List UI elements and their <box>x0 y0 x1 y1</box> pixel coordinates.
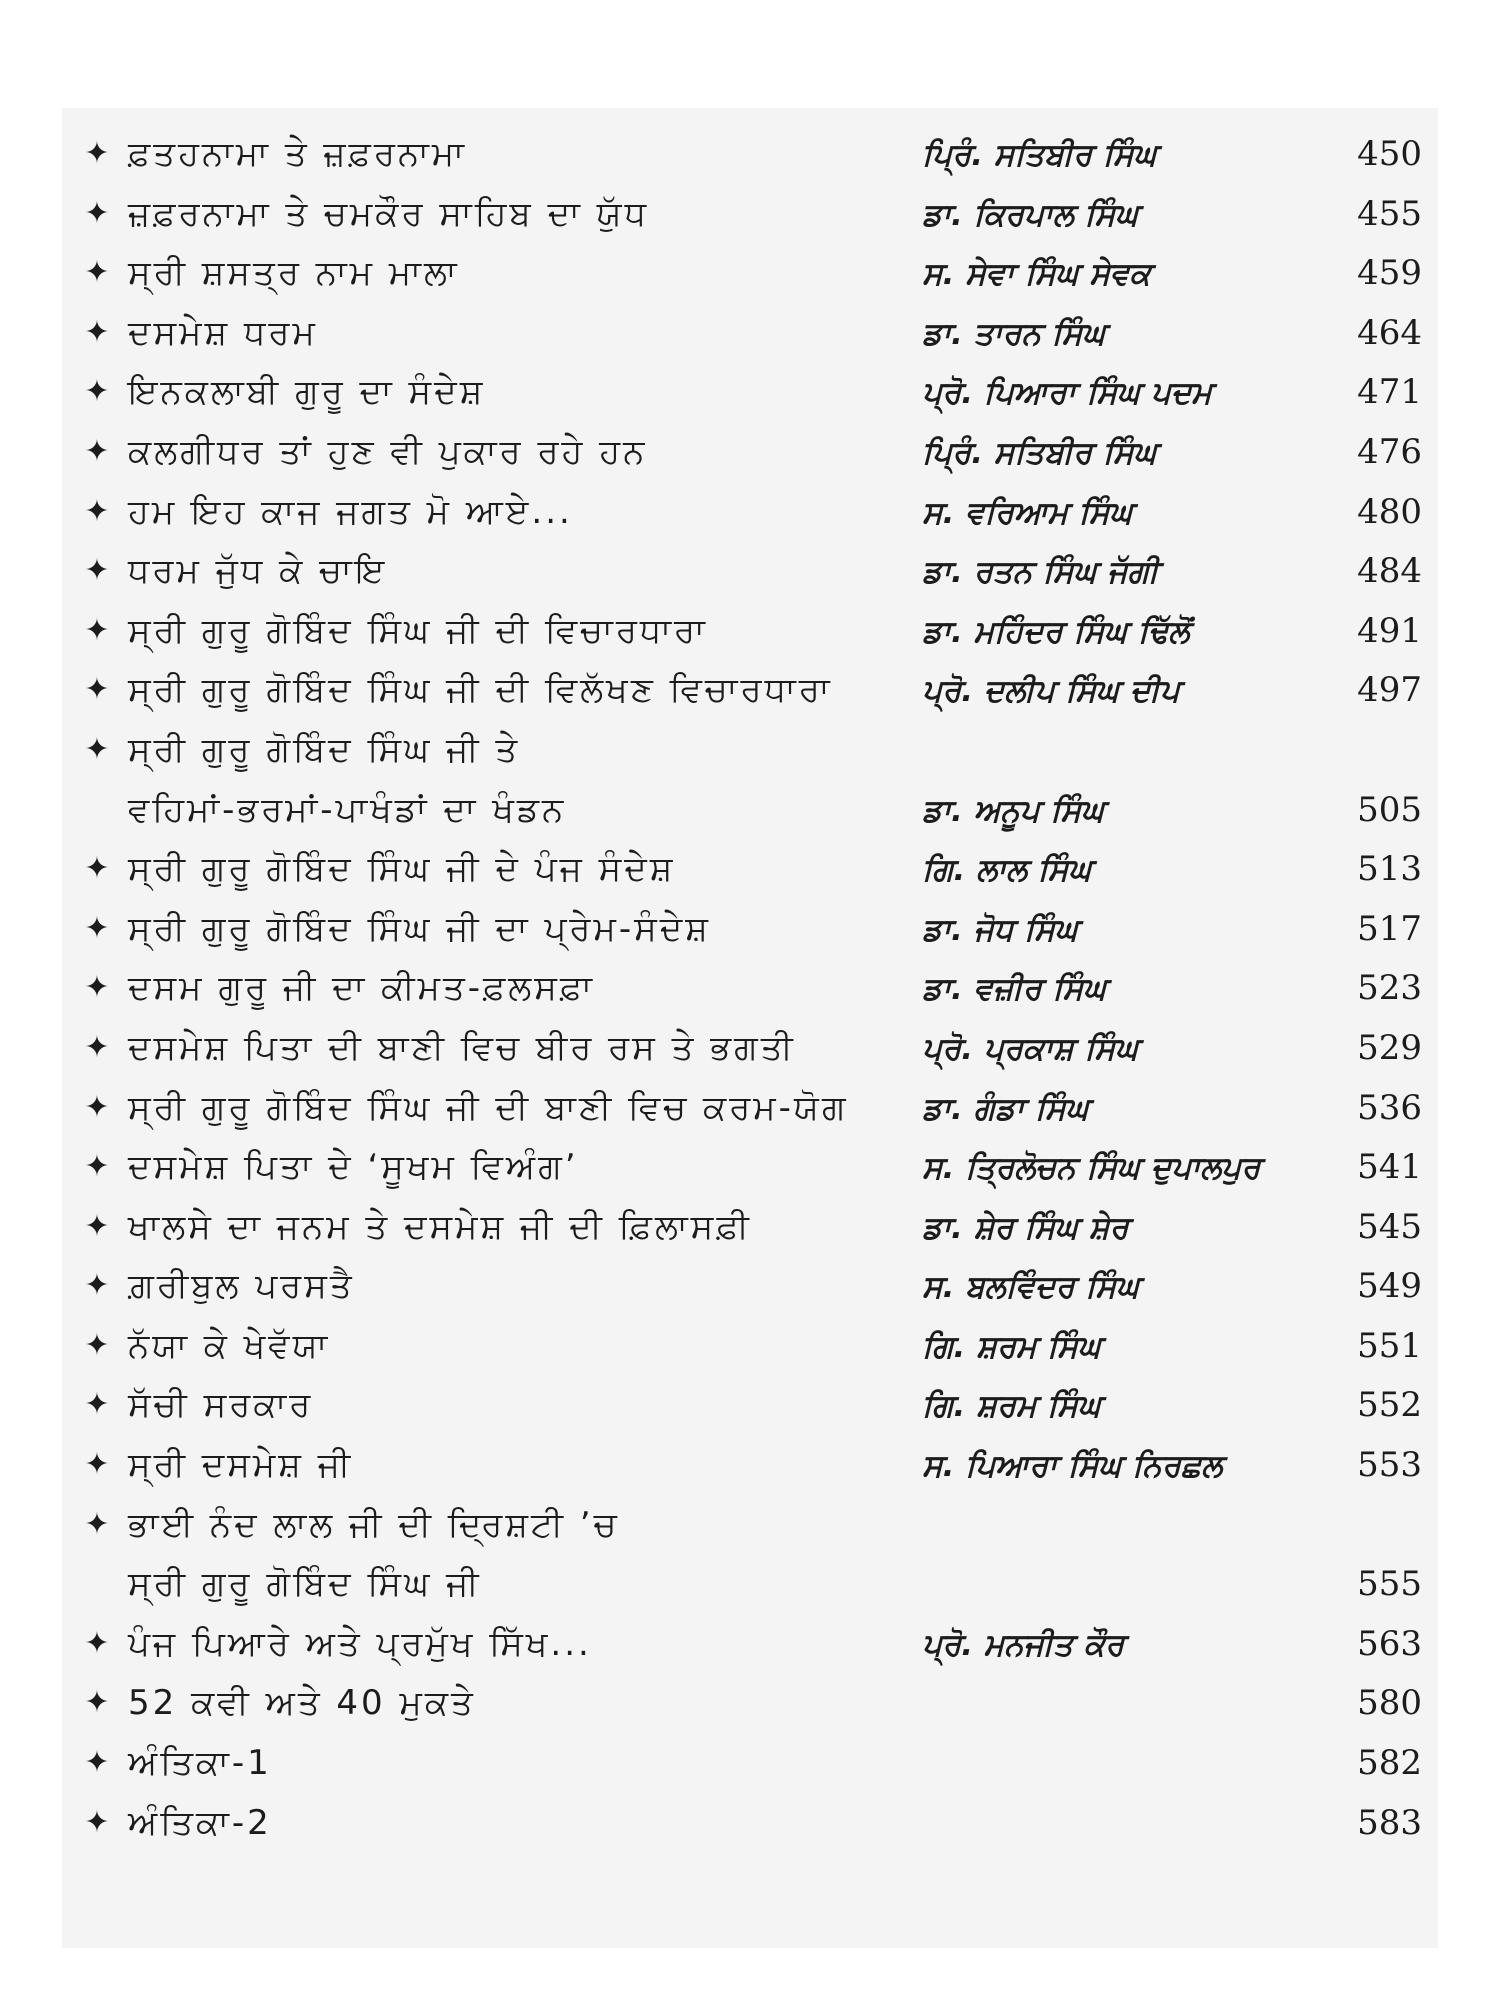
toc-author: ਸ. ਪਿਆਰਾ ਸਿੰਘ ਨਿਰਛਲ <box>922 1448 1223 1485</box>
toc-title: ਅੰਤਿਕਾ-1 <box>128 1743 272 1784</box>
bullet-icon: ✦ <box>84 910 110 946</box>
toc-row <box>82 901 1422 961</box>
toc-title: ਭਾਈ ਨੰਦ ਲਾਲ ਜੀ ਦੀ ਦ੍ਰਿਸ਼ਟੀ ’ਚ <box>128 1504 620 1545</box>
toc-author: ਡਾ. ਤਾਰਨ ਸਿੰਘ <box>922 315 1106 352</box>
toc-author: ਪ੍ਰੋ. ਪਿਆਰਾ ਸਿੰਘ ਪਦਮ <box>922 375 1212 412</box>
toc-page-number: 505 <box>1357 789 1422 830</box>
toc-author: ਸ. ਤ੍ਰਿਲੋਚਨ ਸਿੰਘ ਦੁਪਾਲਪੁਰ <box>922 1150 1261 1187</box>
toc-row <box>82 1020 1422 1080</box>
toc-page-number: 553 <box>1357 1445 1422 1486</box>
toc-page-number: 563 <box>1357 1623 1422 1664</box>
toc-title: ਅੰਤਿਕਾ-2 <box>128 1802 272 1843</box>
toc-page-number: 450 <box>1357 134 1422 174</box>
toc-author: ਡਾ. ਜੋਧ ਸਿੰਘ <box>922 911 1078 948</box>
bullet-icon: ✦ <box>84 1447 110 1483</box>
bullet-icon: ✦ <box>84 314 110 350</box>
toc-row <box>82 1139 1422 1199</box>
toc-author: ਗਿ. ਸ਼ਰਮ ਸਿੰਘ <box>922 1388 1101 1425</box>
toc-author: ਗਿ. ਸ਼ਰਮ ਸਿੰਘ <box>922 1328 1101 1365</box>
bullet-icon: ✦ <box>84 374 110 410</box>
toc-author: ਡਾ. ਸ਼ੇਰ ਸਿੰਘ ਸ਼ੇਰ <box>922 1209 1129 1246</box>
toc-title: ਖਾਲਸੇ ਦਾ ਜਨਮ ਤੇ ਦਸਮੇਸ਼ ਜੀ ਦੀ ਫ਼ਿਲਾਸਫ਼ੀ <box>128 1206 752 1247</box>
toc-title: ਸ੍ਰੀ ਗੁਰੂ ਗੋਬਿੰਦ ਸਿੰਘ ਜੀ ਦੀ ਵਿਚਾਰਧਾਰਾ <box>128 610 708 651</box>
toc-title: ਸ੍ਰੀ ਗੁਰੂ ਗੋਬਿੰਦ ਸਿੰਘ ਜੀ <box>128 1564 482 1605</box>
toc-row <box>82 1497 1422 1557</box>
toc-page-number: 551 <box>1357 1325 1422 1366</box>
toc-title: ਸ੍ਰੀ ਗੁਰੂ ਗੋਬਿੰਦ ਸਿੰਘ ਜੀ ਦਾ ਪ੍ਰੇਮ-ਸੰਦੇਸ਼ <box>128 908 711 949</box>
bullet-icon: ✦ <box>84 1506 110 1542</box>
toc-title: ਸ੍ਰੀ ਗੁਰੂ ਗੋਬਿੰਦ ਸਿੰਘ ਜੀ ਦੀ ਬਾਣੀ ਵਿਚ ਕਰਮ-ਯੋਗ <box>128 1087 849 1128</box>
toc-row <box>82 1258 1422 1318</box>
toc-row <box>82 782 1422 842</box>
toc-author: ਗਿ. ਲਾਲ ਸਿੰਘ <box>922 852 1092 889</box>
toc-author: ਸ. ਸੇਵਾ ਸਿੰਘ ਸੇਵਕ <box>922 256 1151 293</box>
toc-row <box>82 126 1422 186</box>
toc-row <box>82 603 1422 663</box>
toc-row <box>82 841 1422 901</box>
toc-page-number: 471 <box>1357 372 1422 413</box>
toc-row <box>82 1199 1422 1259</box>
bullet-icon: ✦ <box>84 255 110 291</box>
toc-page-number: 480 <box>1357 491 1422 532</box>
toc-title: ਸ੍ਰੀ ਗੁਰੂ ਗੋਬਿੰਦ ਸਿੰਘ ਜੀ ਤੇ <box>128 729 521 770</box>
toc-page-number: 459 <box>1357 253 1422 294</box>
toc-page-number: 552 <box>1357 1385 1422 1426</box>
toc-page-number: 583 <box>1357 1802 1422 1843</box>
toc-title: ਗ਼ਰੀਬੁਲ ਪਰਸਤੈ <box>128 1266 355 1307</box>
bullet-icon: ✦ <box>84 1625 110 1661</box>
toc-title: ਦਸਮੇਸ਼ ਧਰਮ <box>128 312 318 353</box>
toc-title: ਦਸਮੇਸ਼ ਪਿਤਾ ਦੇ ‘ਸੂਖਮ ਵਿਅੰਗ’ <box>128 1147 579 1188</box>
toc-row <box>82 1735 1422 1795</box>
toc-row <box>82 1080 1422 1140</box>
bullet-icon: ✦ <box>84 672 110 708</box>
toc-page-number: 549 <box>1357 1266 1422 1307</box>
toc-page-number: 513 <box>1357 849 1422 890</box>
bullet-icon: ✦ <box>84 1804 110 1840</box>
toc-row <box>82 1616 1422 1676</box>
toc-author: ਡਾ. ਗੰਡਾ ਸਿੰਘ <box>922 1090 1089 1127</box>
toc-page-number: 536 <box>1357 1087 1422 1128</box>
toc-page-number: 529 <box>1357 1027 1422 1068</box>
toc-title: 52 ਕਵੀ ਅਤੇ 40 ਮੁਕਤੇ <box>128 1683 476 1724</box>
toc-title: ਸੱਚੀ ਸਰਕਾਰ <box>128 1385 314 1426</box>
toc-row <box>82 1377 1422 1437</box>
toc-title: ਦਸਮ ਗੁਰੂ ਜੀ ਦਾ ਕੀਮਤ-ਫ਼ਲਸਫ਼ਾ <box>128 968 595 1009</box>
toc-author: ਡਾ. ਵਜ਼ੀਰ ਸਿੰਘ <box>922 971 1107 1008</box>
toc-title: ਇਨਕਲਾਬੀ ਗੁਰੂ ਦਾ ਸੰਦੇਸ਼ <box>128 372 486 413</box>
toc-page-number: 464 <box>1357 312 1422 353</box>
toc-page-number: 497 <box>1357 670 1422 711</box>
bullet-icon: ✦ <box>84 1029 110 1065</box>
toc-author: ਪ੍ਰੋ. ਮਨਜੀਤ ਕੌਰ <box>922 1626 1125 1663</box>
toc-author: ਡਾ. ਰਤਨ ਸਿੰਘ ਜੱਗੀ <box>922 554 1159 591</box>
toc-row <box>82 1675 1422 1735</box>
toc-title: ਹਮ ਇਹ ਕਾਜ ਜਗਤ ਮੋ ਆਏ... <box>128 491 573 532</box>
toc-title: ਸ੍ਰੀ ਦਸਮੇਸ਼ ਜੀ <box>128 1445 354 1486</box>
toc-row <box>82 722 1422 782</box>
toc-page-number: 491 <box>1357 610 1422 651</box>
toc-author: ਡਾ. ਕਿਰਪਾਲ ਸਿੰਘ <box>922 196 1139 233</box>
toc-page-number: 476 <box>1357 431 1422 472</box>
toc-row <box>82 1318 1422 1378</box>
bullet-icon: ✦ <box>84 493 110 529</box>
toc-author: ਸ. ਬਲਵਿੰਦਰ ਸਿੰਘ <box>922 1269 1140 1306</box>
toc-title: ਦਸਮੇਸ਼ ਪਿਤਾ ਦੀ ਬਾਣੀ ਵਿਚ ਬੀਰ ਰਸ ਤੇ ਭਗਤੀ <box>128 1027 796 1068</box>
bullet-icon: ✦ <box>84 851 110 887</box>
toc-title: ਸ੍ਰੀ ਗੁਰੂ ਗੋਬਿੰਦ ਸਿੰਘ ਜੀ ਦੇ ਪੰਜ ਸੰਦੇਸ਼ <box>128 849 676 890</box>
toc-row <box>82 364 1422 424</box>
toc-author: ਸ. ਵਰਿਆਮ ਸਿੰਘ <box>922 494 1133 531</box>
toc-title: ਨੱਯਾ ਕੇ ਖੇਵੱਯਾ <box>128 1325 331 1366</box>
bullet-icon: ✦ <box>84 970 110 1006</box>
toc-page-number: 484 <box>1357 551 1422 592</box>
bullet-icon: ✦ <box>84 195 110 231</box>
bullet-icon: ✦ <box>84 1327 110 1363</box>
toc-row <box>82 245 1422 305</box>
toc-row <box>82 424 1422 484</box>
toc-page-number: 455 <box>1357 193 1422 234</box>
toc-author: ਪ੍ਰੋ. ਦਲੀਪ ਸਿੰਘ ਦੀਪ <box>922 673 1180 710</box>
toc-title: ਧਰਮ ਜੁੱਧ ਕੇ ਚਾਇ <box>128 551 388 592</box>
bullet-icon: ✦ <box>84 612 110 648</box>
bullet-icon: ✦ <box>84 1745 110 1781</box>
toc-page-number: 545 <box>1357 1206 1422 1247</box>
toc-title: ਕਲਗੀਧਰ ਤਾਂ ਹੁਣ ਵੀ ਪੁਕਾਰ ਰਹੇ ਹਨ <box>128 431 648 472</box>
toc-row <box>82 543 1422 603</box>
bullet-icon: ✦ <box>84 136 110 171</box>
toc-title: ਸ੍ਰੀ ਸ਼ਸਤ੍ਰ ਨਾਮ ਮਾਲਾ <box>128 253 460 294</box>
toc-page-number: 580 <box>1357 1683 1422 1724</box>
toc-row <box>82 1556 1422 1616</box>
toc-row <box>82 484 1422 544</box>
toc-page-number: 582 <box>1357 1743 1422 1784</box>
toc-title: ਸ੍ਰੀ ਗੁਰੂ ਗੋਬਿੰਦ ਸਿੰਘ ਜੀ ਦੀ ਵਿਲੱਖਣ ਵਿਚਾਰਧਾਰਾ <box>128 670 833 711</box>
toc-author: ਪ੍ਰੋ. ਪ੍ਰਕਾਸ਼ ਸਿੰਘ <box>922 1030 1139 1067</box>
toc-row <box>82 960 1422 1020</box>
toc-page-number: 541 <box>1357 1147 1422 1188</box>
toc-row <box>82 1795 1422 1855</box>
toc-row <box>82 662 1422 722</box>
toc-row <box>82 1437 1422 1497</box>
toc-page-number: 517 <box>1357 908 1422 949</box>
toc-title: ਫ਼ਤਹਨਾਮਾ ਤੇ ਜ਼ਫ਼ਰਨਾਮਾ <box>128 134 468 174</box>
toc-author: ਡਾ. ਅਨੂਪ ਸਿੰਘ <box>922 792 1105 829</box>
bullet-icon: ✦ <box>84 1387 110 1423</box>
toc-title: ਵਹਿਮਾਂ-ਭਰਮਾਂ-ਪਾਖੰਡਾਂ ਦਾ ਖੰਡਨ <box>128 789 567 830</box>
bullet-icon: ✦ <box>84 433 110 469</box>
bullet-icon: ✦ <box>84 1685 110 1721</box>
toc-row <box>82 305 1422 365</box>
bullet-icon: ✦ <box>84 553 110 589</box>
toc-page-number: 523 <box>1357 968 1422 1009</box>
toc-title: ਜ਼ਫ਼ਰਨਾਮਾ ਤੇ ਚਮਕੌਰ ਸਾਹਿਬ ਦਾ ਯੁੱਧ <box>128 193 649 234</box>
bullet-icon: ✦ <box>84 1208 110 1244</box>
toc-author: ਡਾ. ਮਹਿੰਦਰ ਸਿੰਘ ਢਿੱਲੋਂ <box>922 613 1190 650</box>
table-of-contents <box>82 126 1422 1854</box>
toc-author: ਪ੍ਰਿੰ. ਸਤਿਬੀਰ ਸਿੰਘ <box>922 137 1157 173</box>
bullet-icon: ✦ <box>84 1089 110 1125</box>
toc-row <box>82 186 1422 246</box>
toc-page-number: 555 <box>1357 1564 1422 1605</box>
bullet-icon: ✦ <box>84 1149 110 1185</box>
bullet-icon: ✦ <box>84 1268 110 1304</box>
toc-title: ਪੰਜ ਪਿਆਰੇ ਅਤੇ ਪ੍ਰਮੁੱਖ ਸਿੱਖ... <box>128 1623 592 1664</box>
toc-author: ਪ੍ਰਿੰ. ਸਤਿਬੀਰ ਸਿੰਘ <box>922 434 1157 471</box>
bullet-icon: ✦ <box>84 731 110 767</box>
